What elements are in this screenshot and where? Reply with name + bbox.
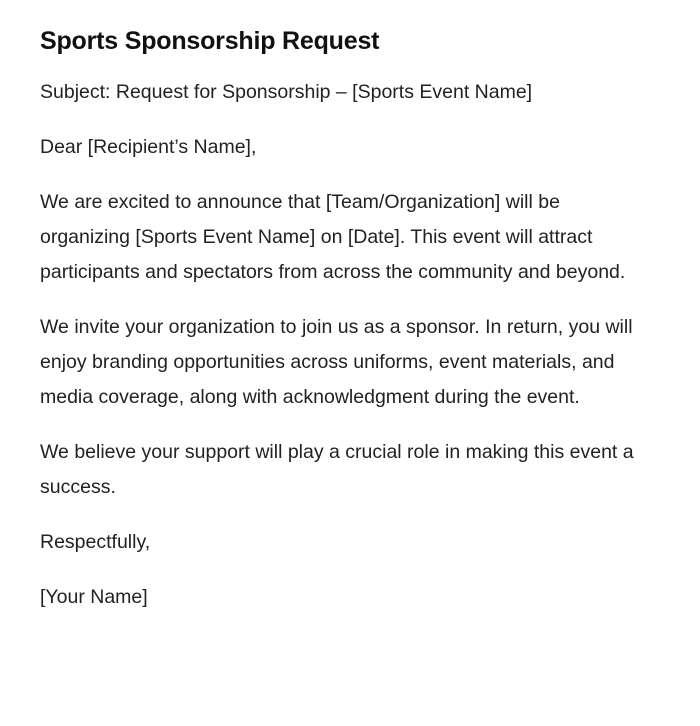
salutation: Dear [Recipient’s Name], xyxy=(40,136,257,158)
body-paragraph-invitation: We invite your organization to join us as a sponsor. In return, you will enjoy branding opportunities across uniforms, event materials, and media coverage, along with acknowledgment during the event. xyxy=(40,316,633,408)
body-paragraph-support: We believe your support will play a crucial role in making this event a success. xyxy=(40,441,634,498)
subject-line: Subject: Request for Sponsorship – [Sports Event Name] xyxy=(40,81,533,103)
document-title: Sports Sponsorship Request xyxy=(40,27,380,55)
body-paragraph-announcement: We are excited to announce that [Team/Organization] will be organizing [Sports Event Name] on [Date]. This event will attract participants and spectators from across the community and beyond. xyxy=(40,191,626,283)
closing: Respectfully, xyxy=(40,531,151,553)
signature: [Your Name] xyxy=(40,586,148,608)
